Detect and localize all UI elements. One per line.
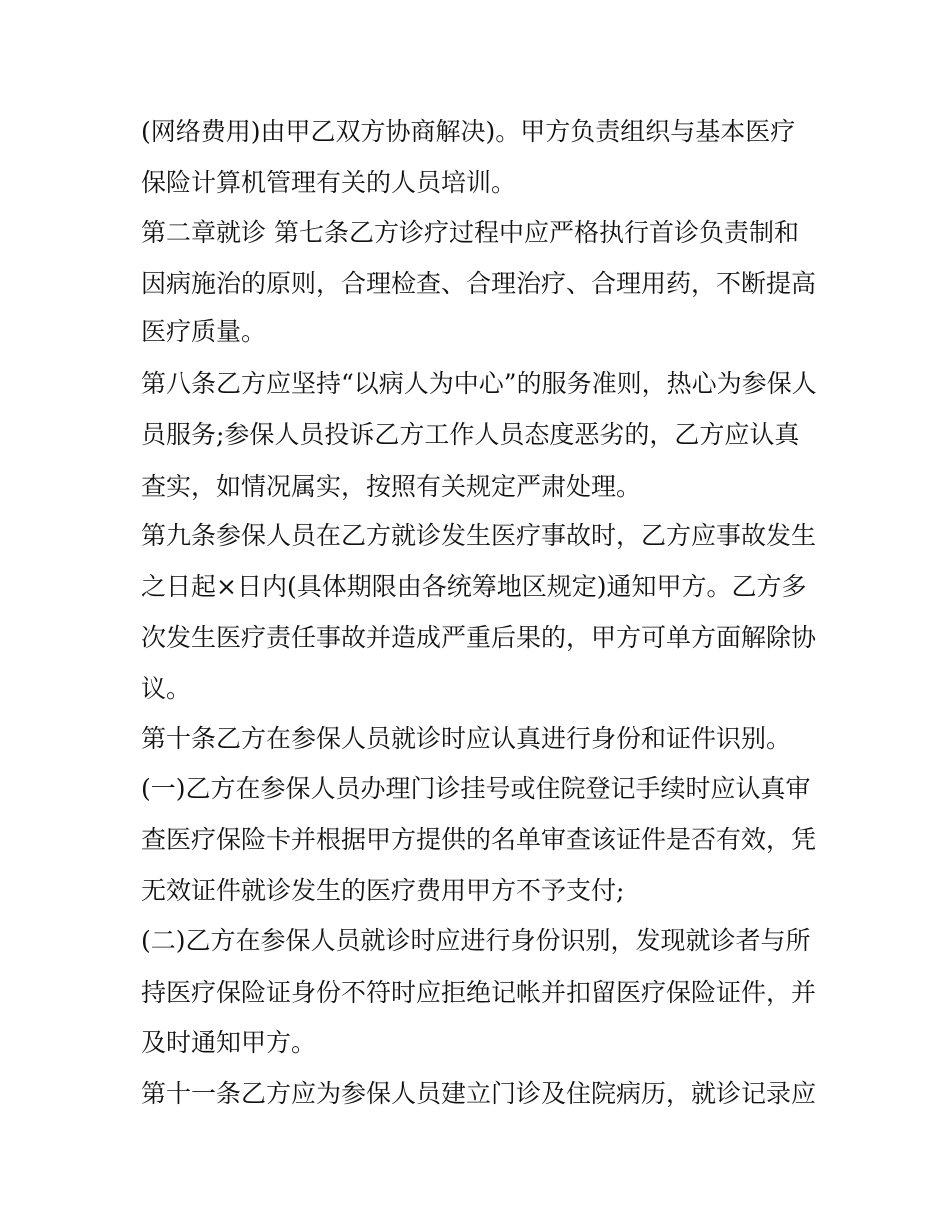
text-line: 员服务;参保人员投诉乙方工作人员态度恶劣的，乙方应认真 [141, 420, 800, 449]
text-line: 第二章就诊 第七条乙方诊疗过程中应严格执行首诊负责制和 [141, 218, 799, 247]
text-line: (二)乙方在参保人员就诊时应进行身份识别，发现就诊者与所 [141, 926, 811, 955]
text-line: 查实，如情况属实，按照有关规定严肃处理。 [141, 472, 642, 501]
text-line: 第十一条乙方应为参保人员建立门诊及住院病历，就诊记录应 [141, 1079, 817, 1108]
text-line: 无效证件就诊发生的医疗费用甲方不予支付; [141, 876, 625, 905]
text-line: 持医疗保险证身份不符时应拒绝记帐并扣留医疗保险证件，并 [141, 978, 817, 1007]
text-line: 及时通知甲方。 [141, 1028, 317, 1057]
text-line: 医疗质量。 [141, 317, 267, 346]
text-line: 次发生医疗责任事故并造成严重后果的，甲方可单方面解除协 [141, 623, 817, 652]
text-line: 因病施治的原则，合理检查、合理治疗、合理用药，不断提高 [141, 269, 817, 298]
text-line: 查医疗保险卡并根据甲方提供的名单审查该证件是否有效，凭 [141, 825, 817, 854]
text-line: 议。 [141, 674, 192, 703]
text-line: 第八条乙方应坚持“以病人为中心”的服务准则，热心为参保人 [141, 369, 817, 398]
text-line: (网络费用)由甲乙双方协商解决)。甲方负责组织与基本医疗 [141, 117, 796, 146]
text-line: (一)乙方在参保人员办理门诊挂号或住院登记手续时应认真审 [141, 774, 811, 803]
text-line: 保险计算机管理有关的人员培训。 [141, 168, 517, 197]
text-line: 第十条乙方在参保人员就诊时应认真进行身份和证件识别。 [141, 724, 792, 753]
text-line: 第九条参保人员在乙方就诊发生医疗事故时，乙方应事故发生 [141, 521, 817, 550]
text-line: 之日起×日内(具体期限由各统筹地区规定)通知甲方。乙方多 [141, 572, 807, 601]
